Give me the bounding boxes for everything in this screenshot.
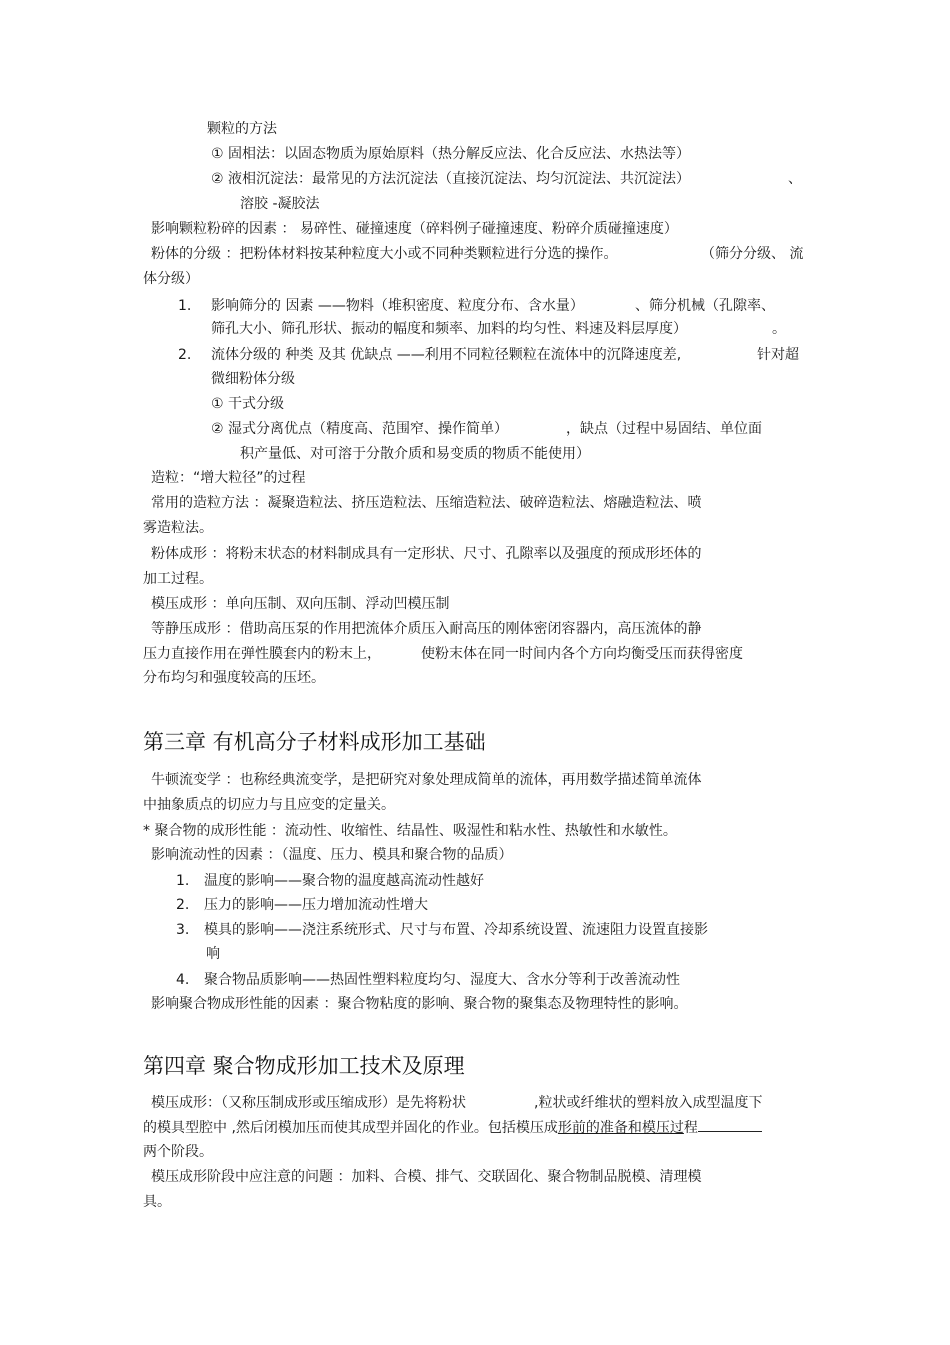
- newton-rheology-line1: 牛顿流变学 ：也称经典流变学，是把研究对象处理成简单的流体，再用数学描述简单流体: [151, 772, 702, 788]
- fluid-grading-line2: 微细粉体分级: [211, 371, 295, 387]
- isostatic-pressing-line1: 等静压成形 ：借助高压泵的作用把流体介质压入耐高压的刚体密闭容器内，高压流体的静: [151, 621, 702, 637]
- chapter3-heading: 第三章 有机高分子材料成形加工基础: [143, 730, 486, 754]
- wet-grading-line1-tail: ，缺点（过程中易固结、单位面: [566, 421, 762, 437]
- list-number: 2.: [178, 347, 192, 363]
- fill-blank-underline: [698, 1119, 762, 1132]
- crush-factors: 影响颗粒粉碎的因素 ： 易碎性、碰撞速度（碎料例子碰撞速度、粉碎介质碰撞速度）: [151, 221, 678, 237]
- granulation-definition: 造粒：“增大粒径”的过程: [151, 470, 306, 486]
- fluid-grading-line1-tail: 针对超: [757, 347, 799, 363]
- granulation-methods-line1: 常用的造粒方法 ：凝聚造粒法、挤压造粒法、压缩造粒法、破碎造粒法、熔融造粒法、喷: [151, 495, 702, 511]
- newton-rheology-line2: 中抽象质点的切应力与且应变的定量关。: [143, 797, 395, 813]
- polymer-quality-effect: 聚合物品质影响——热固性塑料粒度均匀、湿度大、含水分等利于改善流动性: [204, 972, 680, 988]
- mold-effect-line2: 响: [206, 946, 220, 962]
- forming-performance-factors: 影响聚合物成形性能的因素 ：聚合物粘度的影响、聚合物的聚集态及物理特性的影响。: [151, 996, 688, 1012]
- compression-molding-line2: [143, 1119, 762, 1137]
- temperature-effect: 温度的影响——聚合物的温度越高流动性越好: [204, 873, 484, 889]
- mold-effect-line1: 模具的影响——浇注系统形式、尺寸与布置、冷却系统设置、流速阻力设置直接影: [204, 922, 708, 938]
- powder-grading-line2: 体分级）: [143, 271, 199, 287]
- list-number: 3.: [176, 922, 190, 938]
- list-number: 1.: [178, 298, 192, 314]
- compression-molding-line2b: 程: [683, 1120, 698, 1136]
- sieve-factors-line2: 筛孔大小、筛孔形状、振动的幅度和频率、加料的均匀性、料速及料层厚度）: [211, 321, 687, 337]
- powder-grading-line1: 粉体的分级 ：把粉体材料按某种粒度大小或不同种类颗粒进行分选的操作。: [151, 246, 618, 262]
- powder-grading-line1-tail: （筛分分级、 流: [701, 246, 804, 262]
- powder-forming-line1: 粉体成形 ：将粉末状态的材料制成具有一定形状、尺寸、孔隙率以及强度的预成形坯体的: [151, 546, 702, 562]
- chapter4-heading: 第四章 聚合物成形加工技术及原理: [143, 1054, 465, 1078]
- compression-molding-underlined: 形前的准备和模压过: [557, 1120, 684, 1136]
- sieve-factors-line1: 影响筛分的 因素 ——物料（堆积密度、粒度分布、含水量）: [211, 298, 584, 314]
- solid-phase-method: ① 固相法：以固态物质为原始原料（热分解反应法、化合反应法、水热法等）: [211, 146, 690, 162]
- dry-grading: ① 干式分级: [211, 396, 285, 412]
- molding-issues-line2: 具。: [143, 1194, 171, 1210]
- list-number: 2.: [176, 897, 190, 913]
- compression-molding-line1a: 模压成形：（又称压制成形或压缩成形）是先将粉状: [151, 1095, 466, 1111]
- fluid-grading-line1: 流体分级的 种类 及其 优缺点 ——利用不同粒径颗粒在流体中的沉降速度差,: [211, 347, 682, 363]
- pressure-effect: 压力的影响——压力增加流动性增大: [204, 897, 428, 913]
- sieve-factors-line2-tail: 。: [772, 321, 786, 337]
- die-pressing: 模压成形 ：单向压制、双向压制、浮动凹模压制: [151, 596, 450, 612]
- polymer-forming-properties: * 聚合物的成形性能 ：流动性、收缩性、结晶性、吸湿性和粘水性、热敏性和水敏性。: [143, 823, 677, 839]
- liquid-precipitation-method: ② 液相沉淀法：最常见的方法沉淀法（直接沉淀法、均匀沉淀法、共沉淀法）: [211, 171, 690, 187]
- list-number: 1.: [176, 873, 190, 889]
- compression-molding-line2a: 的模具型腔中 ,然后闭模加压而使其成型并固化的作业。包括模压成: [143, 1120, 558, 1136]
- isostatic-pressing-line3: 分布均匀和强度较高的压坯。: [143, 670, 325, 686]
- liquid-precipitation-tail: 、: [788, 171, 802, 187]
- sol-gel-method: 溶胶 -凝胶法: [240, 196, 320, 212]
- granulation-methods-line2: 雾造粒法。: [143, 520, 213, 536]
- powder-forming-line2: 加工过程。: [143, 571, 213, 587]
- wet-grading-line2: 积产量低、对可溶于分散介质和易变质的物质不能使用）: [240, 446, 590, 462]
- wet-grading-line1: ② 湿式分离优点（精度高、范围窄、操作简单）: [211, 421, 508, 437]
- compression-molding-line1b: ,粒状或纤维状的塑料放入成型温度下: [534, 1095, 763, 1111]
- isostatic-pressing-line2a: 压力直接作用在弹性膜套内的粉末上，: [143, 646, 381, 662]
- molding-issues-line1: 模压成形阶段中应注意的问题 ：加料、合模、排气、交联固化、聚合物制品脱模、清理模: [151, 1169, 702, 1185]
- granule-method-title: 颗粒的方法: [207, 121, 277, 137]
- flow-factors: 影响流动性的因素 ：（温度、压力、模具和聚合物的品质）: [151, 847, 513, 863]
- isostatic-pressing-line2b: 使粉末体在同一时间内各个方向均衡受压而获得密度: [421, 646, 743, 662]
- sieve-factors-line1-tail: 、筛分机械（孔隙率、: [635, 298, 775, 314]
- compression-molding-line3: 两个阶段。: [143, 1144, 213, 1160]
- list-number: 4.: [176, 972, 190, 988]
